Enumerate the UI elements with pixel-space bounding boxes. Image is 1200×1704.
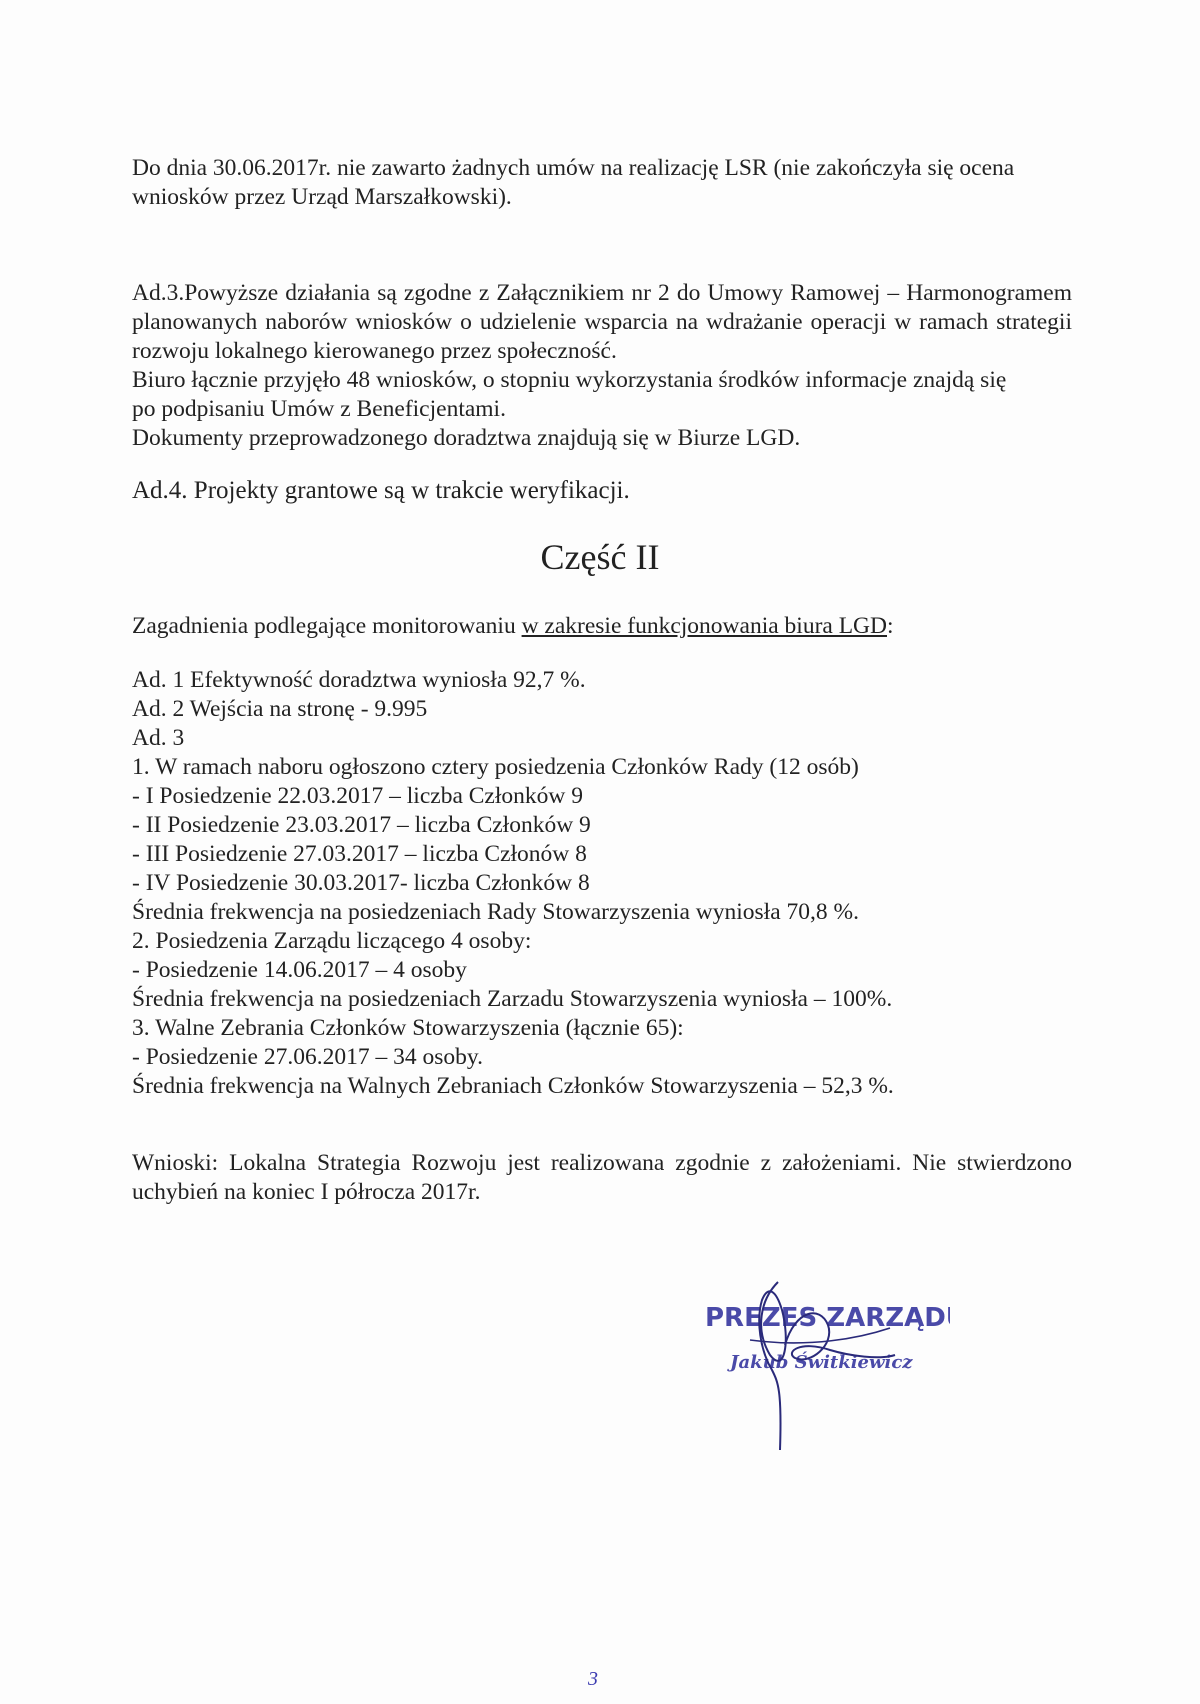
list-item: Średnia frekwencja na posiedzeniach Rady Stowarzyszenia wyniosła 70,8 %.: [132, 899, 859, 925]
list-item: 1. W ramach naboru ogłoszono cztery posiedzenia Członków Rady (12 osób): [132, 754, 859, 780]
ad3-section: [132, 279, 1072, 453]
stamp-name: Jakub Świtkiewicz: [730, 1352, 913, 1373]
list-item: Ad. 1 Efektywność doradztwa wyniosła 92,7 %.: [132, 667, 586, 693]
ad3-line-1: Biuro łącznie przyjęło 48 wniosków, o stopniu wykorzystania środków informacje znajdą się: [132, 367, 1007, 393]
list-item: - IV Posiedzenie 30.03.2017- liczba Członków 8: [132, 870, 590, 896]
list-item: - Posiedzenie 14.06.2017 – 4 osoby: [132, 957, 467, 983]
monitoring-list: [132, 666, 1072, 1101]
list-item: - I Posiedzenie 22.03.2017 – liczba Członków 9: [132, 783, 583, 809]
list-item: - Posiedzenie 27.06.2017 – 34 osoby.: [132, 1044, 483, 1070]
stamp-title: PREZES ZARZĄDU: [705, 1303, 950, 1333]
subtitle-underlined: w zakresie funkcjonowania biura LGD: [521, 613, 887, 639]
section-heading: Część II: [540, 537, 660, 577]
ad4-paragraph: [132, 476, 1072, 505]
list-item: - II Posiedzenie 23.03.2017 – liczba Członków 9: [132, 812, 591, 838]
ad4-text: Ad.4. Projekty grantowe są w trakcie weryfikacji.: [132, 477, 630, 504]
intro-paragraph: [132, 154, 1072, 212]
list-item: Ad. 2 Wejścia na stronę - 9.995: [132, 696, 428, 722]
signature-stamp: [690, 1270, 950, 1460]
ad3-line-3: Dokumenty przeprowadzonego doradztwa znajdują się w Biurze LGD.: [132, 425, 801, 451]
list-item: Średnia frekwencja na posiedzeniach Zarzadu Stowarzyszenia wyniosła – 100%.: [132, 986, 893, 1012]
list-item: - III Posiedzenie 27.03.2017 – liczba Członów 8: [132, 841, 587, 867]
subtitle-suffix: :: [887, 613, 894, 639]
intro-line-2: wniosków przez Urząd Marszałkowski).: [132, 184, 512, 210]
signature-icon: [690, 1270, 950, 1460]
intro-line-1: Do dnia 30.06.2017r. nie zawarto żadnych umów na realizację LSR (nie zakończyła się ocena: [132, 155, 1015, 181]
subtitle-prefix: Zagadnienia podlegające monitorowaniu: [132, 613, 522, 639]
ad3-paragraph: Ad.3.Powyższe działania są zgodne z Załącznikiem nr 2 do Umowy Ramowej – Harmonogramem planowanych naborów wniosków o udzielenie wsparcia na wdrażanie operacji w ramach strategii rozwoju lokalnego kierowanego przez społeczność.: [132, 280, 1072, 364]
section-subtitle: [132, 612, 1072, 641]
ad3-line-2: po podpisaniu Umów z Beneficjentami.: [132, 396, 506, 422]
conclusion-paragraph: Wnioski: Lokalna Strategia Rozwoju jest realizowana zgodnie z założeniami. Nie stwierdzono uchybień na koniec I półrocza 2017r.: [132, 1150, 1072, 1205]
list-item: Średnia frekwencja na Walnych Zebraniach Członków Stowarzyszenia – 52,3 %.: [132, 1073, 894, 1099]
list-item: 2. Posiedzenia Zarządu liczącego 4 osoby:: [132, 928, 532, 954]
list-item: Ad. 3: [132, 725, 185, 751]
page-number: 3: [588, 1668, 598, 1690]
list-item: 3. Walne Zebrania Członków Stowarzyszenia (łącznie 65):: [132, 1015, 684, 1041]
